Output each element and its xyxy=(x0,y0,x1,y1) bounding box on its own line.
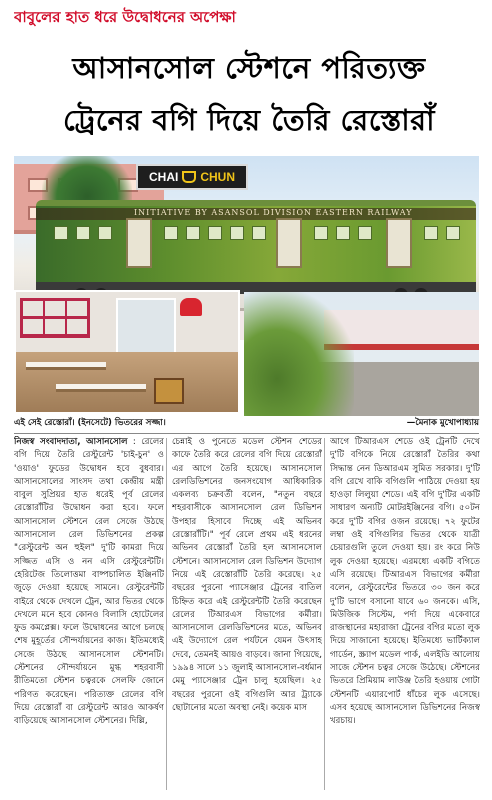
article-column-3 xyxy=(330,436,480,792)
column-1-text: রেলের বগি দিয়ে তৈরি রেস্টুরেন্ট 'চাই-চুন' ও 'ওয়াও' ফুডের উদ্বোধন হবে বুধবার। আসানসোলের সাংসদ তথা কেন্দ্রীয় মন্ত্রী বাবুল সুপ্রিয়র হাত ধরেই পূর্ব রেলের রেস্তোরাঁটির উদ্বোধন করা হবে। ফলে আসানসোল স্টেশনে রেল সেজে উঠছে আসানসোল রেল ডিভিশনের প্রকল্প "রেস্টুরেন্ট অন হুইল" দু'টি কামরা দিয়ে সজ্জিত এসি ও নন এসি রেস্টুরেন্টটি। হেরিটেজ তিলোত্তমা বাষ্পচালিত ইঞ্জিনটি জুড়ে দেওয়া হয়েছে সামনে। রেস্টুরেন্টটি বাইরে থেকে দেখলে ট্রেন, আর ভিতর থেকে দেখলে মনে হবে কোনও বিলাসি হোটেলের ফুড কমপ্লেক্স। ফলে উদ্বোধনের আগে চলছে শেষ মুহূর্তের সৌন্দর্যায়নের কাজ। ইতিমধ্যেই সেজে উঠছে আসানসোল স্টেশনটি। স্টেশনের সৌন্দর্যায়নে মুগ্ধ শহরবাসী রীতিমতো স্টেশন চত্বরকে সেলফি জোনে পরিণত করেছেন। পরিত্যক্ত রেলের বগি দিয়ে রেস্তোরাঁ বা রেস্টুরেন্ট আরও আকর্ষণ বাড়িয়েছে আসানসোল স্টেশনের। দিল্লি, xyxy=(14,437,164,727)
article-column-1: নিজস্ব সংবাদদাতা, আসানসোল : রেলের বগি দিয়ে তৈরি রেস্টুরেন্ট 'চাই-চুন' ও 'ওয়াও' ফুডের উদ্বোধন হবে বুধবার। আসানসোলের সাংসদ তথা কেন্দ্রীয় মন্ত্রী বাবুল সুপ্রিয়র হাত ধরেই পূর্ব রেলের রেস্তোরাঁটির উদ্বোধন করা হবে। ফলে আসানসোল স্টেশনে রেল সেজে উঠছে আসানসোল রেল ডিভিশনের প্রকল্প "রেস্টুরেন্ট অন হুইল" দু'টি কামরা দিয়ে সজ্জিত এসি ও নন এসি রেস্টুরেন্টটি। হেরিটেজ তিলোত্তমা বাষ্পচালিত ইঞ্জিনটি জুড়ে দেওয়া হয়েছে সামনে। রেস্টুরেন্টটি বাইরে থেকে দেখলে ট্রেন, আর ভিতর থেকে দেখলে মনে হবে কোনও বিলাসি হোটেলের ফুড কমপ্লেক্স। ফলে উদ্বোধনের আগে চলছে শেষ মুহূর্তের সৌন্দর্যায়নের কাজ। ইতিমধ্যেই সেজে উঠছে আসানসোল স্টেশনটি। স্টেশনের সৌন্দর্যায়নে মুগ্ধ শহরবাসী রীতিমতো স্টেশন চত্বরকে সেলফি জোনে পরিণত করেছেন। পরিত্যক্ত রেলের বগি দিয়ে রেস্তোরাঁ বা রেস্টুরেন্ট আরও আকর্ষণ বাড়িয়েছে আসানসোল স্টেশনের। দিল্লি, xyxy=(14,437,164,727)
column-divider xyxy=(324,438,325,790)
kettle-lamp-icon xyxy=(180,298,202,316)
garden-plant xyxy=(244,292,354,416)
kicker-headline: বাবুলের হাত ধরে উদ্বোধনের অপেক্ষা xyxy=(14,8,236,26)
column-2-text: চেন্নাই ও পুনেতে মডেল স্টেশন শেডের কাফে তৈরি করে রেলের বগি দিয়ে রেস্তোরাঁ এর আগে তৈরি হয়েছে। আসানসোল রেলডিভিশনের জনসংযোগ আধিকারিক একলব্য চক্রবর্তী বলেন, "নতুন বছরে শহরবাসীকে আসানসোল রেল ডিভিশন উপহার হিসাবে দিচ্ছে এই অভিনব রেস্তোরাঁটি।" পূর্ব রেলে প্রথম এই ধরনের অভিনব রেস্তোরাঁ তৈরি হল আসানসোল স্টেশনে। আসানসোল রেল ডিভিশন উদ্যোগ নিয়ে এই রেস্তোরাঁটি তৈরি করেছে। ২৫ বছরের পুরনো প্যাসেঞ্জার ট্রেনের বাতিল চিহ্নিত করে এই রেস্টুরেন্টটি তৈরি করেছেন রেলের টিআরএস বিভাগের কর্মীরা। আসানসোল রেলডিভিশনের মতে, অভিনব এই উদ্যোগে রেল পর্যটনে যেমন উৎসাহ দেবে, তেমনই আয়ও বাড়বে। জানা গিয়েছে, ১৯৯৪ সালে ১১ জুলাই আসানসোল-বর্ধমান মেমু প্যাসেঞ্জার ট্রেন চালু হয়েছিল। ২৫ বছরের পুরনো ওই বগিগুলি আর ট্র্যাকে ছোটানোর মতো অবস্থা নেই। কয়েক মাস xyxy=(172,437,322,713)
article-column-2 xyxy=(172,436,322,792)
wall-shelf xyxy=(20,298,90,338)
photo-credit: —মৈনাক মুখোপাধ্যায় xyxy=(406,418,479,428)
divider xyxy=(14,433,479,434)
photo-caption xyxy=(14,415,479,431)
byline: নিজস্ব সংবাদদাতা, আসানসোল xyxy=(14,437,128,447)
column-divider xyxy=(166,438,167,790)
coach-window xyxy=(116,298,176,356)
tea-cup-icon xyxy=(182,171,196,183)
dining-table xyxy=(56,384,146,392)
column-3-text: আগে টিআরএস শেডে ওই ট্রেনটি দেখে দু'টি বগিকে নিয়ে রেস্তোরাঁ তৈরির কথা সিদ্ধান্ত নেন ডিআরএম সুমিত সরকার। দু'টি বগি রেখে বাকি বগিগুলি পাঠিয়ে দেওয়া হয় হাওড়া লিলুয়া শেডে। এই বগি দু'টির একটি সাধারণ অন্যটি মোটরইঞ্জিনের বগি। ৫০টন করে দু'টি বগির ওজন রয়েছে। ৭২ ফুটের লম্বা ওই বগিগুলির ভিতর থেকে যাত্রী চেয়ারগুলি তুলে দেওয়া হয়। রং করে নিউ লুক দেওয়া হয়েছে। এরমধ্যে একটি বগিতে এসি রয়েছে। টিআরএস বিভাগের কর্মীরা বলেন, রেস্টুরেন্টের ভিতরে ৩০ জন করে দু'টি ভাগে বসানো যাবে ৬০ জনকে। এসি, মিউজিক সিস্টেম, পর্দা দিয়ে একেবারে রাজস্থানের মহারাজা ট্রেনের বগির মতো লুক দিয়ে সাজানো হয়েছে। ইতিমধ্যে ভার্টিক্যাল গার্ডেন, স্ক্র্যাপ মডেল পার্ক, এলইডি আলোয় সাজে স্টেশন চত্বর সেজে উঠেছে। স্টেশনের ভিতরে প্রিমিয়াম লাউঞ্জ তৈরি হওয়ায় গোটা স্টেশনটি এয়ারপোর্ট ধাঁচের লুক এসেছে। এসব হয়েছে আসানসোল ডিভিশনের নিজস্ব খরচায়। xyxy=(330,437,480,727)
dining-table xyxy=(26,362,106,370)
decor-box xyxy=(154,378,184,404)
logo-text-chun: CHUN xyxy=(200,170,235,184)
headline-line-1: আসানসোল স্টেশনে পরিত্যক্ত xyxy=(72,51,426,85)
headline-line-2: ট্রেনের বগি দিয়ে তৈরি রেস্তোরাঁ xyxy=(62,103,436,137)
inset-photo-interior xyxy=(14,290,240,414)
photo-platform-garden xyxy=(244,292,479,416)
caption-text: এই সেই রেস্তোরাঁ। (ইনসেটে) ভিতরের সজ্জা। xyxy=(14,418,166,428)
train-banner-text: INITIATIVE BY ASANSOL DIVISION EASTERN RAILWAY xyxy=(134,208,413,217)
logo-text-chai: CHAI xyxy=(148,170,179,184)
chai-chun-logo xyxy=(136,164,248,190)
